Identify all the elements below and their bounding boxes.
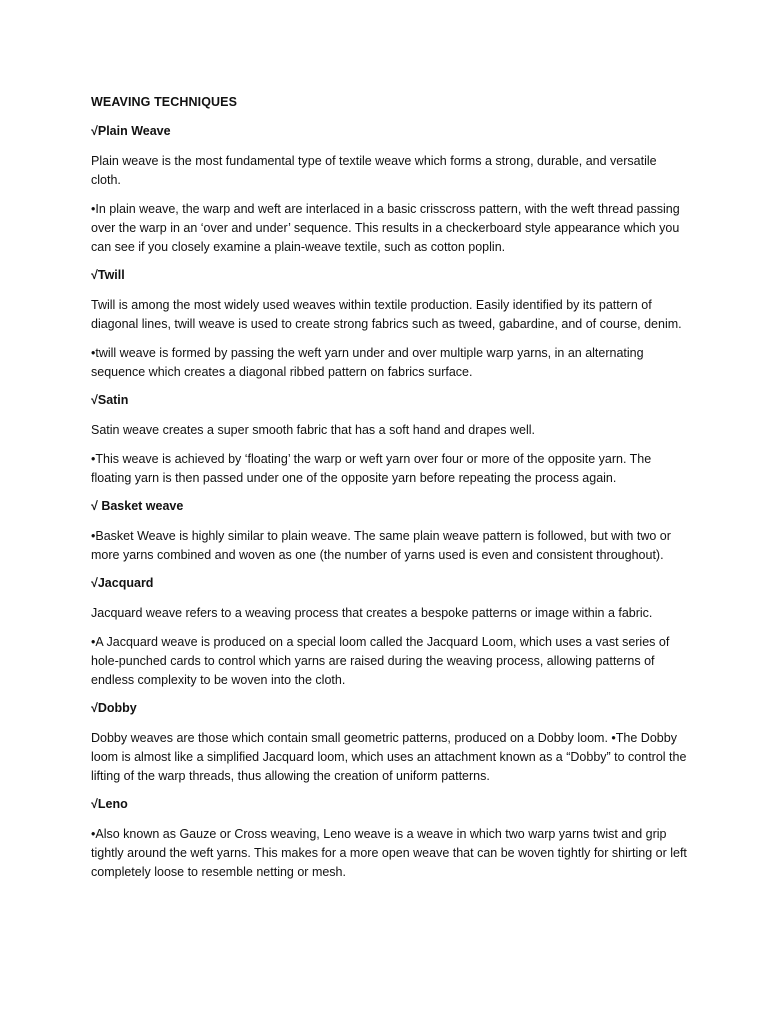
- section-paragraph: •In plain weave, the warp and weft are interlaced in a basic crisscross pattern, with the weft thread passing over the warp in an ‘over and under’ sequence. This results in a checkerboard style appearance which you can see if you closely examine a plain-weave textile, such as cotton poplin.: [91, 202, 680, 254]
- section-paragraph: Jacquard weave refers to a weaving process that creates a bespoke patterns or image within a fabric.: [91, 606, 653, 620]
- section-heading: √Twill: [91, 268, 125, 282]
- document-title: WEAVING TECHNIQUES: [91, 95, 238, 109]
- section-heading: √ Basket weave: [91, 499, 184, 513]
- section-leno: [91, 796, 688, 882]
- section-twill: [91, 267, 688, 382]
- section-paragraph: Plain weave is the most fundamental type of textile weave which forms a strong, durable, and versatile cloth.: [91, 154, 657, 187]
- section-paragraph: •twill weave is formed by passing the weft yarn under and over multiple warp yarns, in an alternating sequence which creates a diagonal ribbed pattern on fabrics surface.: [91, 346, 644, 379]
- section-paragraph: Twill is among the most widely used weaves within textile production. Easily identified by its pattern of diagonal lines, twill weave is used to create strong fabrics such as tweed, gabardine, and of course, denim.: [91, 298, 682, 331]
- section-dobby: [91, 700, 688, 786]
- section-basket-weave: [91, 498, 688, 565]
- section-satin: [91, 392, 688, 488]
- section-paragraph: Satin weave creates a super smooth fabric that has a soft hand and drapes well.: [91, 423, 536, 437]
- section-paragraph: •This weave is achieved by ‘floating’ the warp or weft yarn over four or more of the opposite yarn. The floating yarn is then passed under one of the opposite yarn before repeating the process again.: [91, 452, 652, 485]
- section-jacquard: [91, 575, 688, 690]
- section-paragraph: Dobby weaves are those which contain small geometric patterns, produced on a Dobby loom. •The Dobby loom is almost like a simplified Jacquard loom, which uses an attachment known as a “Dobby” to control the lifting of the warp threads, thus allowing the creation of uniform patterns.: [91, 731, 687, 783]
- section-heading: √Plain Weave: [91, 124, 171, 138]
- section-heading: √Dobby: [91, 701, 137, 715]
- section-heading: √Satin: [91, 393, 129, 407]
- section-paragraph: •Basket Weave is highly similar to plain weave. The same plain weave pattern is followed, but with two or more yarns combined and woven as one (the number of yarns used is even and consistent throughout).: [91, 529, 671, 562]
- section-paragraph: •Also known as Gauze or Cross weaving, Leno weave is a weave in which two warp yarns twist and grip tightly around the weft yarns. This makes for a more open weave that can be woven tightly for shirting or left completely loose to resemble netting or mesh.: [91, 827, 687, 879]
- section-plain-weave: [91, 123, 688, 257]
- section-paragraph: •A Jacquard weave is produced on a special loom called the Jacquard Loom, which uses a vast series of hole-punched cards to control which yarns are raised during the weaving process, allowing patterns of endless complexity to be woven into the cloth.: [91, 635, 670, 687]
- section-heading: √Jacquard: [91, 576, 154, 590]
- section-heading: √Leno: [91, 797, 128, 811]
